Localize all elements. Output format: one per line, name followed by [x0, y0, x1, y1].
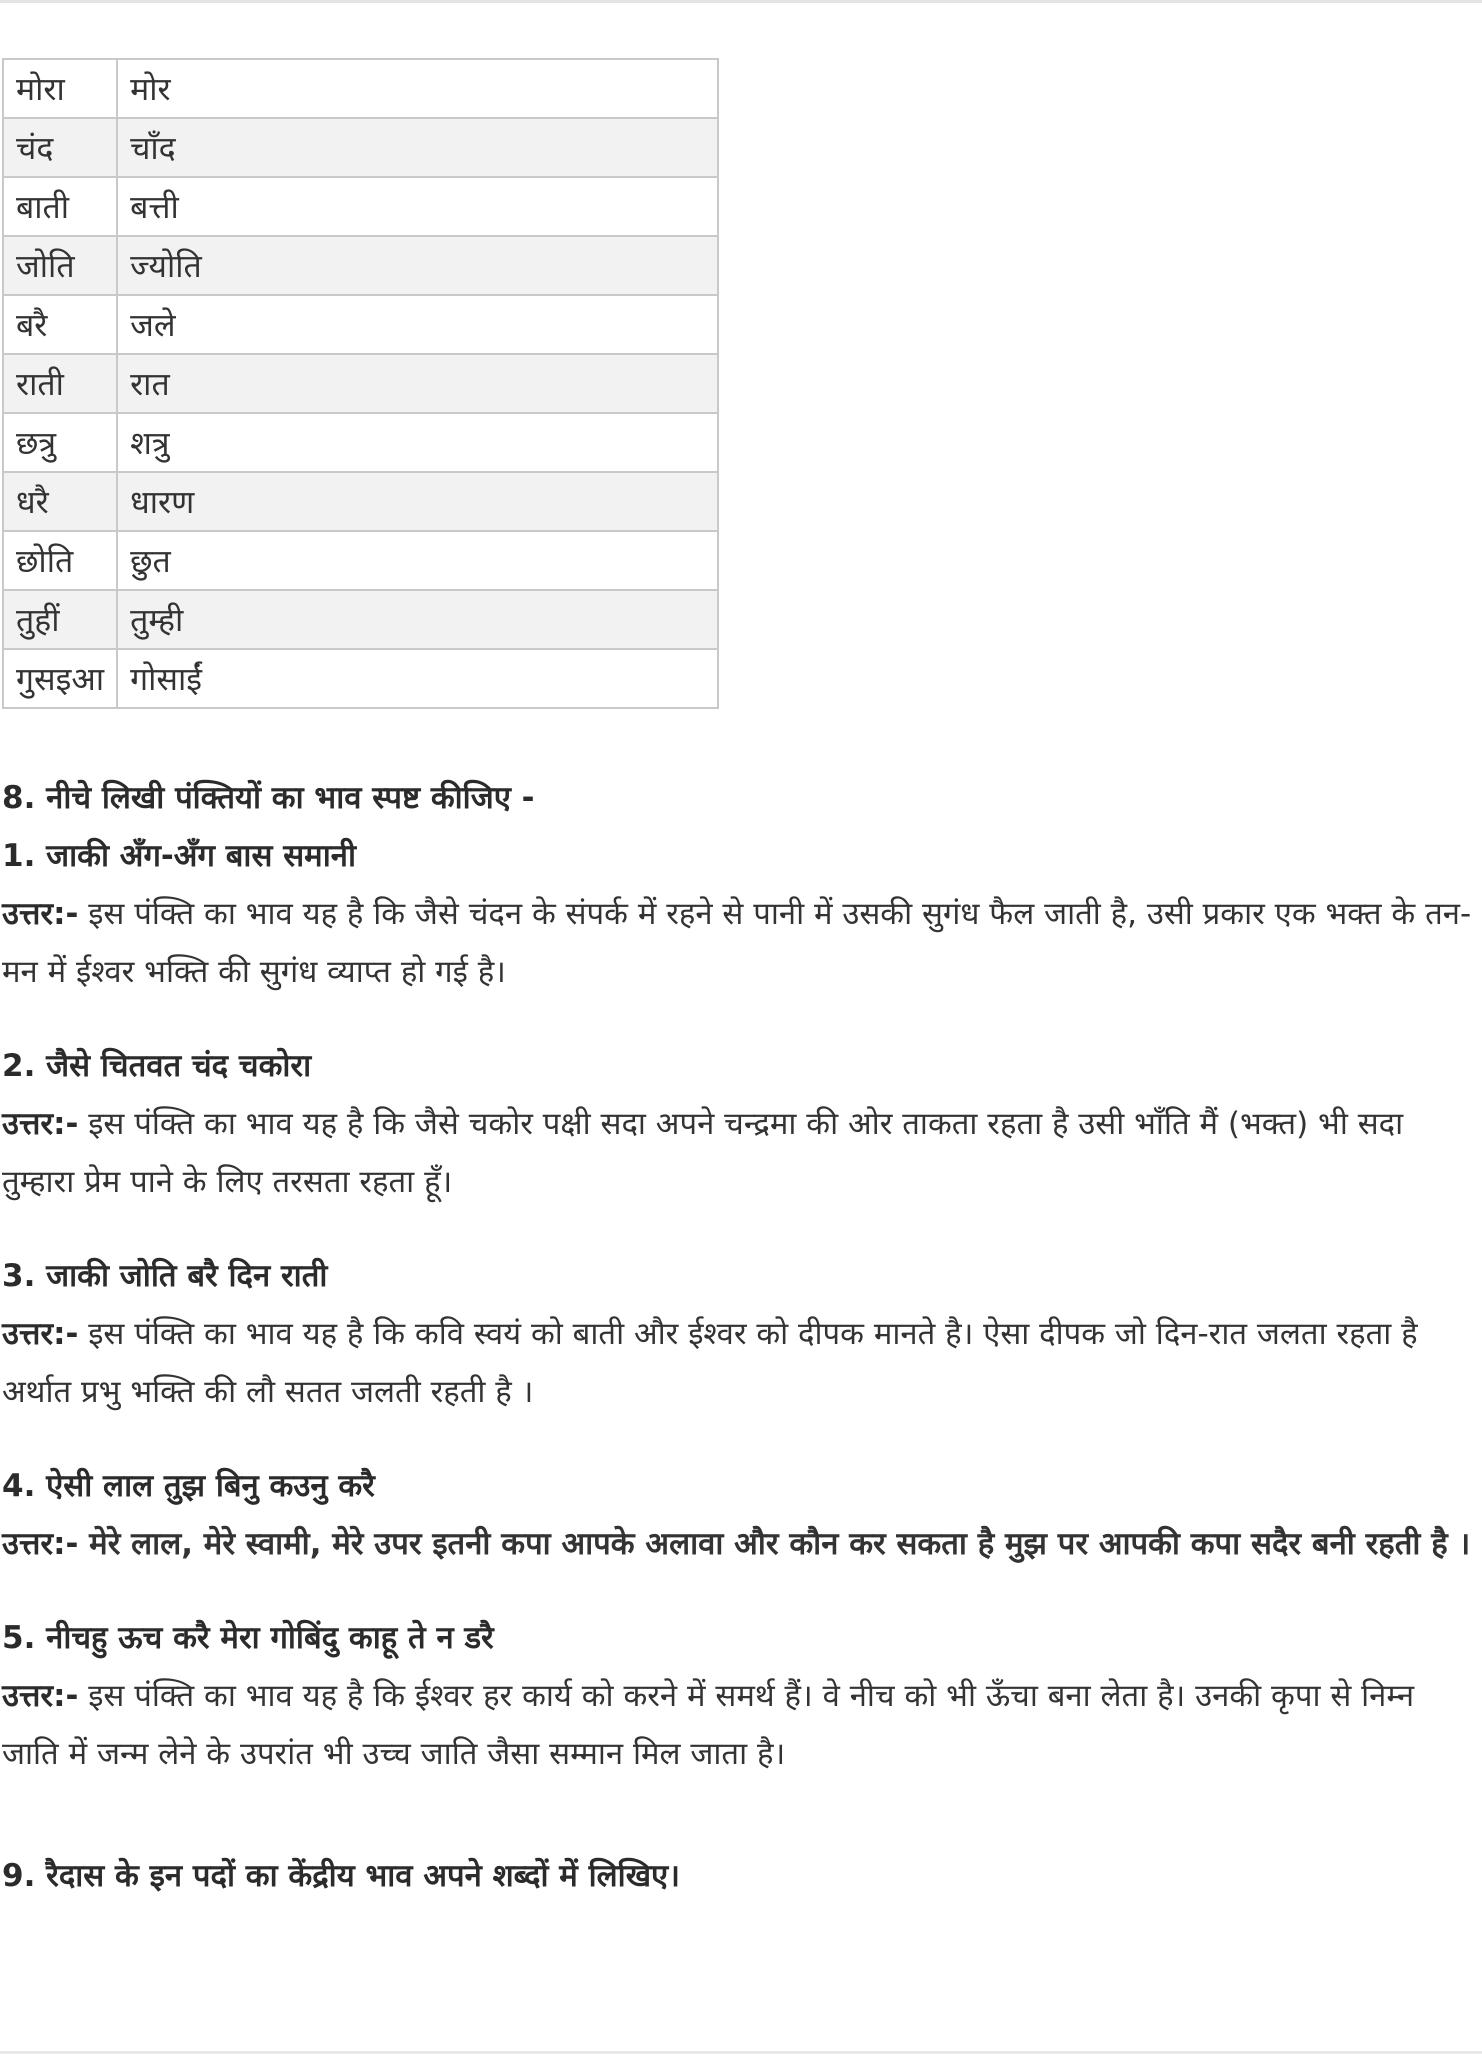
question-item-4 [2, 1457, 1482, 1573]
table-row [3, 531, 718, 590]
answer-body: इस पंक्ति का भाव यह है कि कवि स्वयं को बाती और ईश्वर को दीपक मानते है। ऐसा दीपक जो दिन-रात जलता रहता है अर्थात प्रभु भक्ति की लौ सतत जलती रहती है । [2, 1316, 1418, 1410]
answer-text [2, 1305, 1477, 1421]
glossary-table [2, 58, 719, 709]
word-cell: चंद [3, 118, 117, 177]
meaning-cell: बत्ती [117, 177, 718, 236]
answer-text [2, 885, 1477, 1001]
answer-body: इस पंक्ति का भाव यह है कि जैसे चकोर पक्षी सदा अपने चन्द्रमा की ओर ताकता रहता है उसी भाँति मैं (भक्त) भी सदा तुम्हारा प्रेम पाने के लिए तरसता रहता हूँ। [2, 1106, 1404, 1200]
word-cell: धरै [3, 472, 117, 531]
meaning-cell: ज्योति [117, 236, 718, 295]
question-9-heading: 9. रैदास के इन पदों का केंद्रीय भाव अपने शब्दों में लिखिए। [2, 1858, 680, 1894]
table-row [3, 236, 718, 295]
word-cell: जोति [3, 236, 117, 295]
answer-text [2, 1667, 1477, 1783]
word-cell: छत्रु [3, 413, 117, 472]
word-cell: तुहीं [3, 590, 117, 649]
meaning-cell: चाँद [117, 118, 718, 177]
answer-body: मेरे लाल, मेरे स्वामी, मेरे उपर इतनी कपा आपके अलावा और कौन कर सकता है मुझ पर आपकी कपा सदैर बनी रहती है । [78, 1526, 1471, 1562]
table-row [3, 354, 718, 413]
table-row [3, 649, 718, 708]
answer-label: उत्तर:- [2, 1678, 79, 1714]
word-cell: राती [3, 354, 117, 413]
meaning-cell: रात [117, 354, 718, 413]
answer-label: उत्तर:- [2, 1106, 79, 1142]
question-8-heading: 8. नीचे लिखी पंक्तियों का भाव स्पष्ट कीजिए - [2, 780, 535, 816]
item-title: 2. जैसे चितवत चंद चकोरा [2, 1048, 312, 1084]
page-content [0, 58, 1482, 1905]
answer-text [2, 1515, 1477, 1573]
table-row [3, 59, 718, 118]
word-cell: बरै [3, 295, 117, 354]
meaning-cell: मोर [117, 59, 718, 118]
word-cell: गुसइआ [3, 649, 117, 708]
meaning-cell: तुम्ही [117, 590, 718, 649]
meaning-cell: धारण [117, 472, 718, 531]
meaning-cell: जले [117, 295, 718, 354]
question-item-2 [2, 1037, 1482, 1211]
answer-body: इस पंक्ति का भाव यह है कि ईश्वर हर कार्य को करने में समर्थ हैं। वे नीच को भी ऊँचा बना लेता है। उनकी कृपा से निम्न जाति में जन्म लेने के उपरांत भी उच्च जाति जैसा सम्मान मिल जाता है। [2, 1678, 1415, 1772]
table-row [3, 295, 718, 354]
question-item-1 [2, 827, 1482, 1001]
answer-text [2, 1095, 1477, 1211]
table-row [3, 472, 718, 531]
question-item-5 [2, 1609, 1482, 1783]
answer-label: उत्तर:- [2, 896, 79, 932]
item-title: 3. जाकी जोति बरै दिन राती [2, 1258, 328, 1294]
spacer [0, 1001, 1482, 1037]
item-title: 5. नीचहु ऊच करै मेरा गोबिंदु काहू ते न डरै [2, 1620, 494, 1656]
spacer [0, 1211, 1482, 1247]
top-divider [0, 0, 1482, 3]
spacer [0, 1783, 1482, 1847]
spacer [0, 1421, 1482, 1457]
answer-label: उत्तर:- [2, 1316, 79, 1352]
word-cell: मोरा [3, 59, 117, 118]
table-row [3, 413, 718, 472]
meaning-cell: गोसाईं [117, 649, 718, 708]
meaning-cell: छुत [117, 531, 718, 590]
answer-body: इस पंक्ति का भाव यह है कि जैसे चंदन के संपर्क में रहने से पानी में उसकी सुगंध फैल जाती है, उसी प्रकार एक भक्त के तन-मन में ईश्वर भक्ति की सुगंध व्याप्त हो गई है। [2, 896, 1472, 990]
spacer [0, 1573, 1482, 1609]
table-row [3, 177, 718, 236]
table-row [3, 118, 718, 177]
word-cell: बाती [3, 177, 117, 236]
item-title: 1. जाकी अँग-अँग बास समानी [2, 838, 356, 874]
question-item-3 [2, 1247, 1482, 1421]
meaning-cell: शत्रु [117, 413, 718, 472]
table-row [3, 590, 718, 649]
item-title: 4. ऐसी लाल तुझ बिनु कउनु करै [2, 1468, 375, 1504]
word-cell: छोति [3, 531, 117, 590]
answer-label: उत्तर:- [2, 1526, 79, 1562]
